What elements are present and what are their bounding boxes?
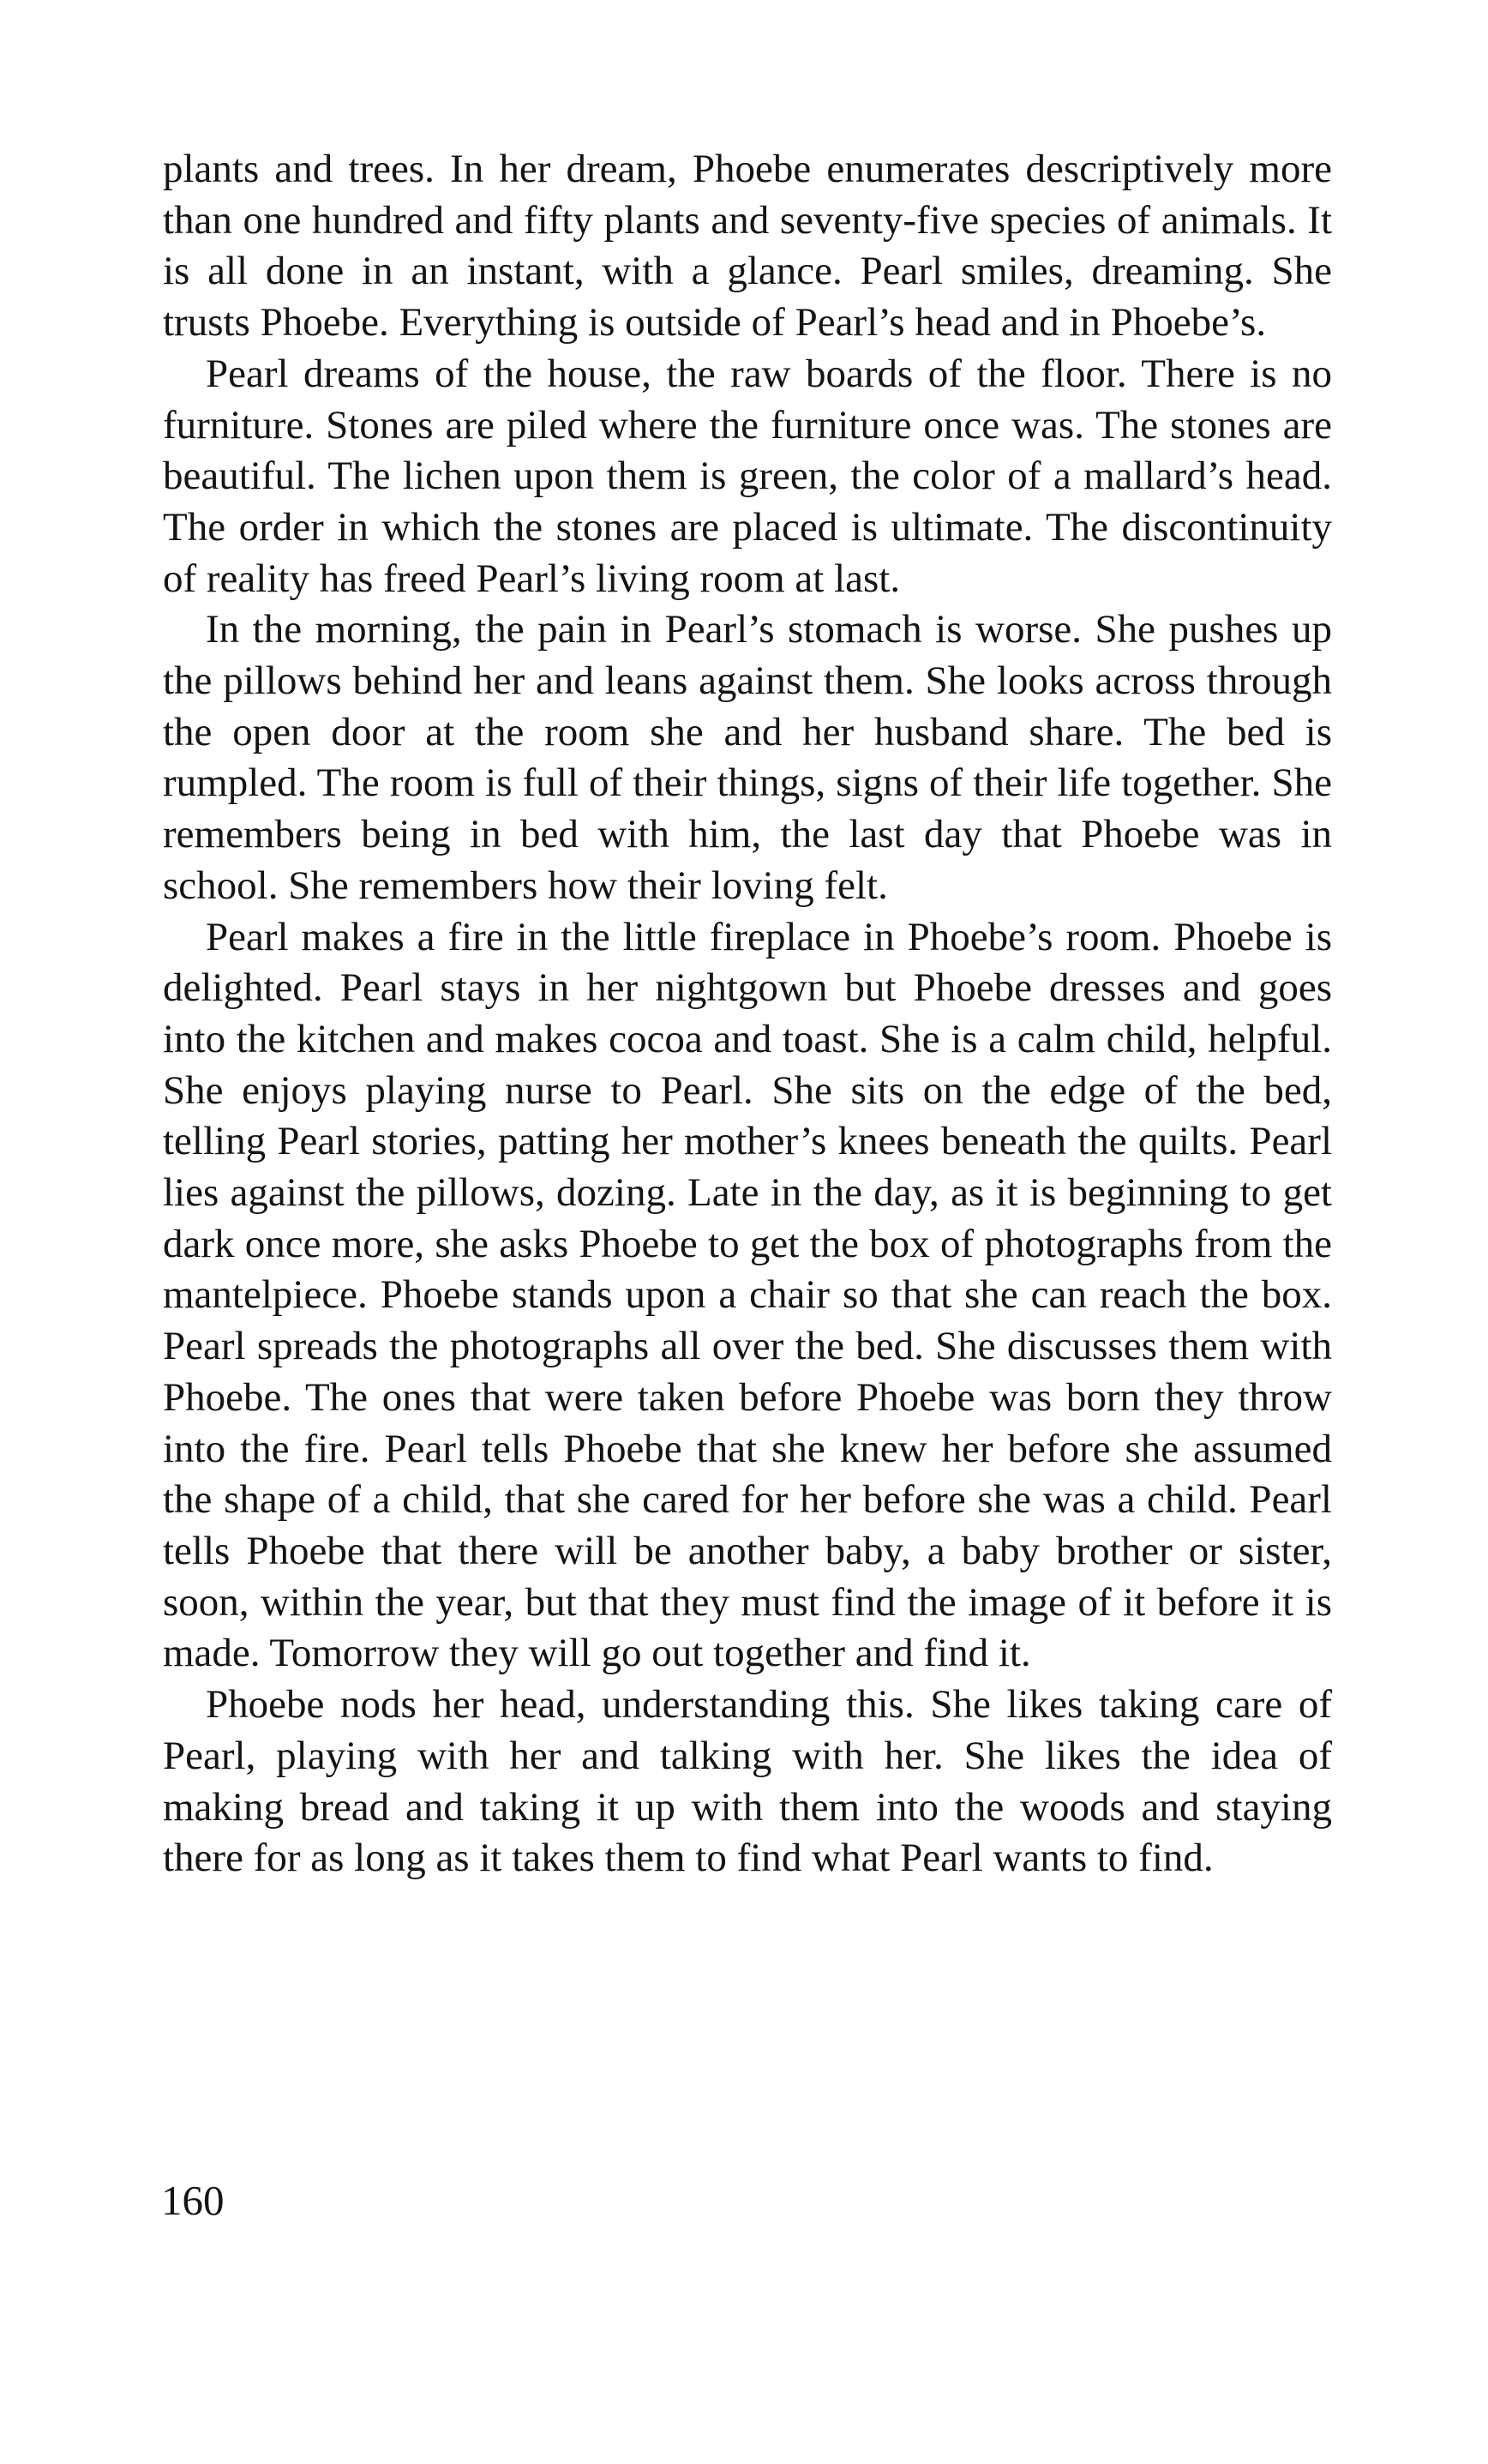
page-number: 160 (161, 2177, 225, 2224)
paragraph-4: Pearl makes a fire in the little fireplace in Phoebe’s room. Phoebe is delighted. Pearl stays in her nightgown but Phoebe dresses and goes into the kitchen and makes cocoa and toast. She is a calm child, helpful. She enjoys playing nurse to Pearl. She sits on the edge of the bed, telling Pearl stories, patting her mother’s knees beneath the quilts. Pearl lies against the pillows, dozing. Late in the day, as it is beginning to get dark once more, she asks Phoebe to get the box of photographs from the mantelpiece. Phoebe stands upon a chair so that she can reach the box. Pearl spreads the photographs all over the bed. She discusses them with Phoebe. The ones that were taken before Phoebe was born they throw into the fire. Pearl tells Phoebe that she knew her before she assumed the shape of a child, that she cared for her before she was a child. Pearl tells Phoebe that there will be another baby, a baby brother or sister, soon, within the year, but that they must find the image of it before it is made. Tomorrow they will go out together and find it. (163, 914, 1332, 1676)
paragraph-5: Phoebe nods her head, understanding this. She likes taking care of Pearl, playing with her and talking with her. She likes the idea of making bread and taking it up with them into the woods and staying there for as long as it takes them to find what Pearl wants to find. (163, 1682, 1332, 1881)
paragraph-2: Pearl dreams of the house, the raw boards of the floor. There is no furniture. Stones are piled where the furniture once was. The stones are beautiful. The lichen upon them is green, the color of a mallard’s head. The order in which the stones are placed is ultimate. The discontinuity of reality has freed Pearl’s living room at last. (163, 351, 1332, 601)
page-body (163, 144, 1332, 1884)
paragraph-3: In the morning, the pain in Pearl’s stomach is worse. She pushes up the pillows behind her and leans against them. She looks across through the open door at the room she and her husband share. The bed is rumpled. The room is full of their things, signs of their life together. She remembers being in bed with him, the last day that Phoebe was in school. She remembers how their loving felt. (163, 607, 1332, 908)
paragraph-1: plants and trees. In her dream, Phoebe enumerates descriptively more than one hundred and fifty plants and seventy-five species of animals. It is all done in an instant, with a glance. Pearl smiles, dreaming. She trusts Phoebe. Everything is outside of Pearl’s head and in Phoebe’s. (163, 147, 1332, 346)
